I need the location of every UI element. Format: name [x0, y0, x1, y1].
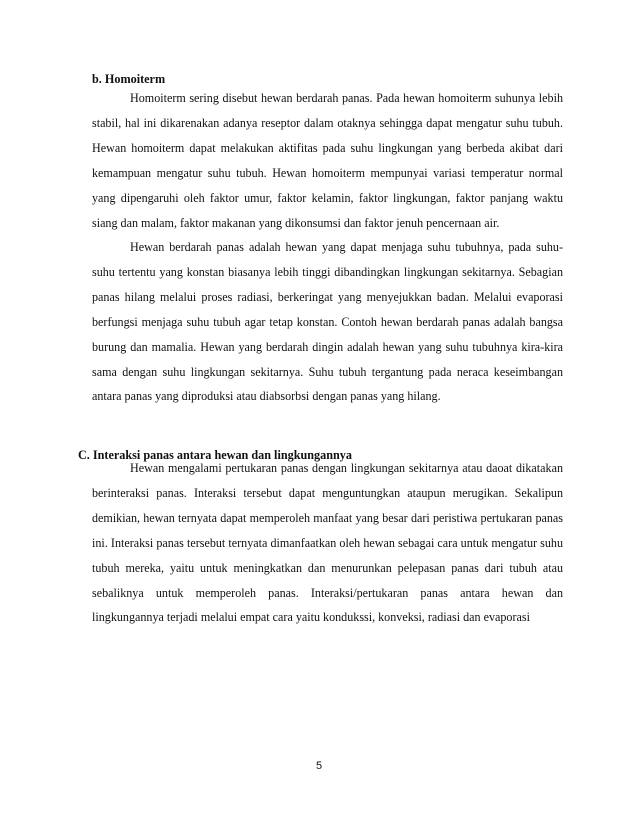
section-c-paragraph-1: Hewan mengalami pertukaran panas dengan lingkungan sekitarnya atau daoat dikatakan berinteraksi panas. Interaksi tersebut dapat menguntungkan ataupun merugikan. Sekalipun demikian, hewan ternyata dapat memperoleh manfaat yang besar dari peristiwa pertukaran panas ini. Interaksi panas tersebut ternyata dimanfaatkan oleh hewan sebagai cara untuk mengatur suhu tubuh mereka, yaitu untuk meningkatkan dan menurunkan pelepasan panas dari tubuh atau sebaliknya untuk memperoleh panas. Interaksi/pertukaran panas antara hewan dan lingkungannya terjadi melalui empat cara yaitu kondukssi, konveksi, radiasi dan evaporasi: [92, 461, 563, 625]
section-b-paragraph-2: Hewan berdarah panas adalah hewan yang dapat menjaga suhu tubuhnya, pada suhu-suhu tertentu yang konstan biasanya lebih tinggi dibandingkan lingkungan sekitarnya. Sebagian panas hilang melalui proses radiasi, berkeringat yang menyejukkan badan. Melalui evaporasi berfungsi menjaga suhu tubuh agar tetap konstan. Contoh hewan berdarah panas adalah bangsa burung dan mamalia. Hewan yang berdarah dingin adalah hewan yang suhu tubuhnya kira-kira sama dengan suhu lingkungan sekitarnya. Suhu tubuh tergantung pada neraca keseimbangan antara panas yang diproduksi atau diabsorbsi dengan panas yang hilang.: [92, 240, 563, 404]
section-b-heading: b. Homoiterm: [92, 72, 166, 86]
page-number: 5: [315, 760, 323, 772]
section-b-paragraph-1: Homoiterm sering disebut hewan berdarah panas. Pada hewan homoiterm suhunya lebih stabil, hal ini dikarenakan adanya reseptor dalam otaknya sehingga dapat mengatur suhu tubuh. Hewan homoiterm dapat melakukan aktifitas pada suhu lingkungan yang berbeda akibat dari kemampuan mengatur suhu tubuh. Hewan homoiterm mempunyai variasi temperatur normal yang dipengaruhi oleh faktor umur, faktor kelamin, faktor lingkungan, faktor panjang waktu siang dan malam, faktor makanan yang dikonsumsi dan faktor jenuh pencernaan air.: [92, 91, 563, 230]
section-c-heading: C. Interaksi panas antara hewan dan lingkungannya: [78, 448, 352, 462]
